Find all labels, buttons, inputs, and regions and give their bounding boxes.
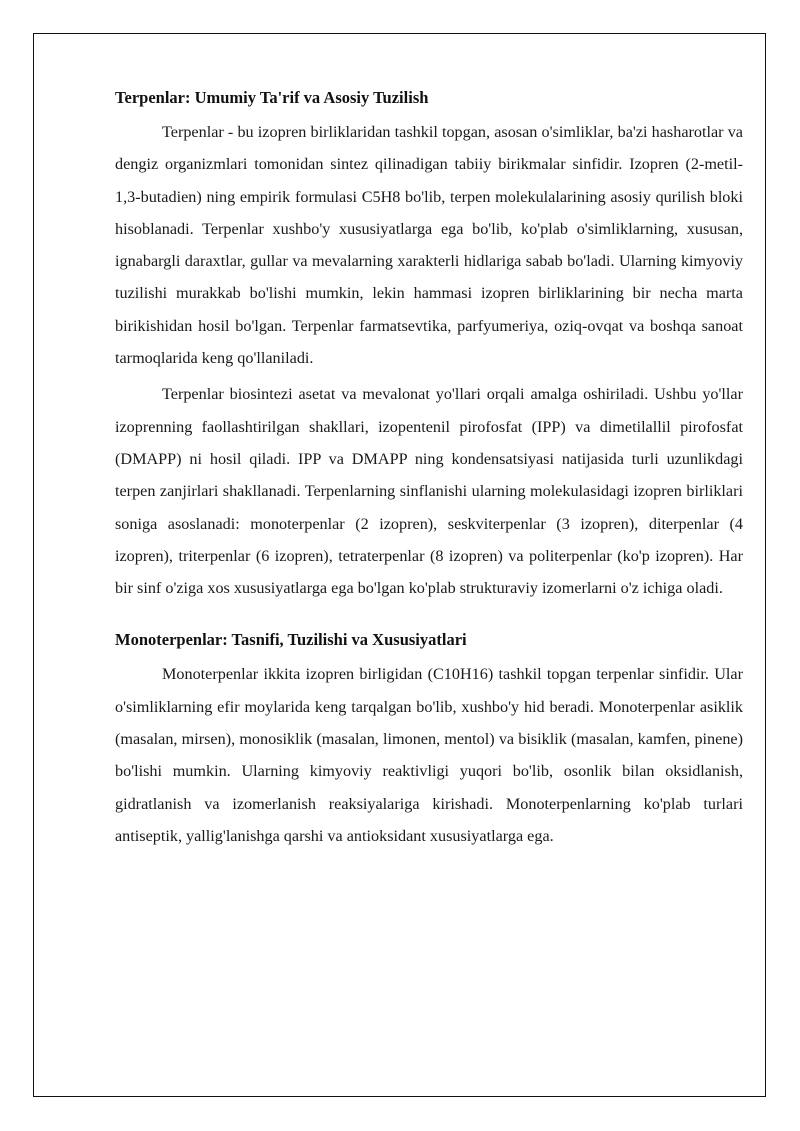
section-heading: Monoterpenlar: Tasnifi, Tuzilishi va Xususiyatlari xyxy=(115,630,467,650)
paragraph: Terpenlar biosintezi asetat va mevalonat yo'llari orqali amalga oshiriladi. Ushbu yo'llar izoprenning faollashtirilgan shakllari, izopentenil pirofosfat (IPP) va dimetilallil pirofosfat (DMAPP) ni hosil qiladi. IPP va DMAPP ning kondensatsiyasi natijasida turli uzunlikdagi terpen zanjirlari shakllanadi. Terpenlarning sinflanishi ularning molekulasidagi izopren birliklari soniga asoslanadi: monoterpenlar (2 izopren), seskviterpenlar (3 izopren), diterpenlar (4 izopren), triterpenlar (6 izopren), tetraterpenlar (8 izopren) va politerpenlar (ko'p izopren). Har bir sinf o'ziga xos xususiyatlarga ega bo'lgan ko'plab strukturaviy izomerlarni o'z ichiga oladi. xyxy=(115,385,743,598)
paragraph: Monoterpenlar ikkita izopren birligidan (C10H16) tashkil topgan terpenlar sinfidir. Ular o'simliklarning efir moylarida keng tarqalgan bo'lib, xushbo'y hid beradi. Monoterpenlar asiklik (masalan, mirsen), monosiklik (masalan, limonen, mentol) va bisiklik (masalan, kamfen, pinene) bo'lishi mumkin. Ularning kimyoviy reaktivligi yuqori bo'lib, osonlik bilan oksidlanish, gidratlanish va izomerlanish reaksiyalariga kirishadi. Monoterpenlarning ko'plab turlari antiseptik, yallig'lanishga qarshi va antioksidant xususiyatlarga ega. xyxy=(115,665,743,845)
paragraph: Terpenlar - bu izopren birliklaridan tashkil topgan, asosan o'simliklar, ba'zi hasharotlar va dengiz organizmlari tomonidan sintez qilinadigan tabiiy birikmalar sinfidir. Izopren (2-metil-1,3-butadien) ning empirik formulasi C5H8 bo'lib, terpen molekulalarining asosiy qurilish bloki hisoblanadi. Terpenlar xushbo'y xususiyatlarga ega bo'lib, ko'plab o'simliklarning, xususan, ignabargli daraxtlar, gullar va mevalarning xarakterli hidlariga sabab bo'ladi. Ularning kimyoviy tuzilishi murakkab bo'lishi mumkin, lekin hammasi izopren birliklarining bir necha marta birikishidan hosil bo'lgan. Terpenlar farmatsevtika, parfyumeriya, oziq-ovqat va boshqa sanoat tarmoqlarida keng qo'llaniladi. xyxy=(115,123,743,368)
section-terpenlar xyxy=(115,84,743,604)
section-spacer xyxy=(115,608,743,626)
section-monoterpenlar xyxy=(115,626,743,852)
section-heading: Terpenlar: Umumiy Ta'rif va Asosiy Tuzilish xyxy=(115,88,429,107)
document-body xyxy=(115,84,743,856)
